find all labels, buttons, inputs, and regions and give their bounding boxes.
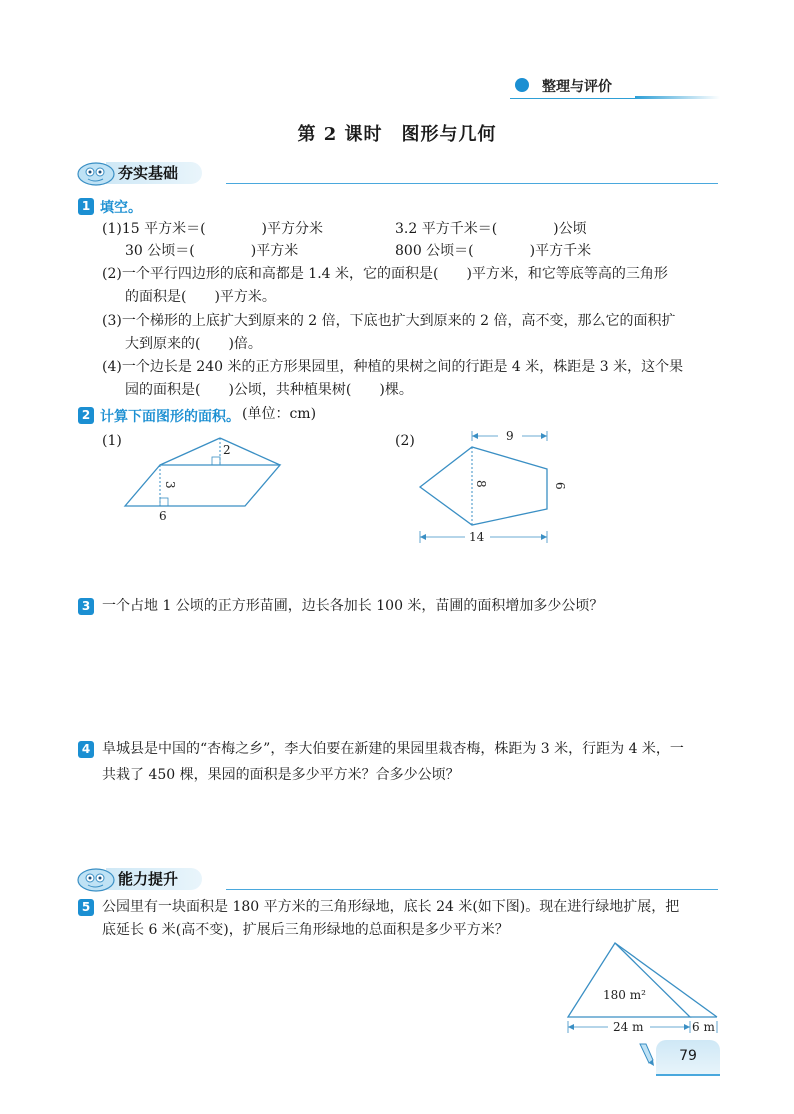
original-triangle	[568, 943, 690, 1017]
question-4-line-1: 阜城县是中国的“杏梅之乡”，李大伯要在新建的果园里栽杏梅，株距为 3 米，行距为 4 米，一	[102, 741, 684, 757]
q1-line-1d: 800 公顷＝( )平方千米	[395, 243, 592, 259]
header-section-title: 整理与评价	[542, 79, 612, 95]
question-5-line-2: 底延长 6 米(高不变)，扩展后三角形绿地的总面积是多少平方米？	[102, 922, 509, 938]
question-number-4: 4	[78, 741, 94, 758]
pencil-icon	[636, 1042, 658, 1068]
section-banner-advanced	[76, 866, 718, 892]
base-label: 24 m	[613, 1020, 644, 1034]
question-5-line-1: 公园里有一块面积是 180 平方米的三角形绿地，底长 24 米(如下图)。现在进行绿地扩展，把	[102, 899, 680, 915]
question-number-2: 2	[78, 407, 94, 424]
dim-label-8: 8	[474, 480, 488, 488]
q1-line-1a: (1)15 平方米＝( )平方分米	[102, 221, 324, 237]
section-banner-basics	[76, 160, 718, 186]
question-number-5: 5	[78, 899, 94, 916]
dim-label-14: 14	[469, 530, 485, 544]
question-3-text: 一个占地 1 公顷的正方形苗圃，边长各加长 100 米，苗圃的面积增加多少公顷？	[102, 598, 604, 614]
extended-triangle-edge	[615, 943, 717, 1017]
question-1-title: 填空。	[100, 200, 142, 216]
page-number-rule	[656, 1074, 720, 1076]
question-number-1: 1	[78, 198, 94, 215]
q1-line-4a: (4)一个边长是 240 米的正方形果园里，种植的果树之间的行距是 4 米，株距是 3 米，这个果	[102, 359, 684, 375]
section-title: 夯实基础	[106, 162, 202, 184]
q1-line-2a: (2)一个平行四边形的底和高都是 1.4 米，它的面积是( )平方米，和它等底等高的三角形	[102, 266, 668, 282]
pentagon-figure	[410, 425, 567, 550]
question-2-unit: (单位：cm)	[242, 406, 317, 422]
section-title: 能力提升	[106, 868, 202, 890]
page-number: 79	[679, 1048, 697, 1064]
area-label: 180 m²	[603, 988, 646, 1002]
dim-label-6: 6	[159, 509, 167, 523]
dim-label-2: 2	[223, 443, 231, 457]
triangle-left-edge	[160, 438, 220, 465]
question-4-line-2: 共栽了 450 棵，果园的面积是多少平方米？合多少公顷？	[102, 767, 460, 783]
banner-rule	[226, 889, 718, 890]
extension-label: 6 m	[692, 1020, 715, 1034]
header-dot-icon	[515, 78, 529, 92]
question-number-3: 3	[78, 598, 94, 615]
dim-label-9: 9	[506, 429, 514, 443]
dim-label-3: 3	[163, 481, 177, 489]
q1-line-4b: 园的面积是( )公顷，共种植果树( )棵。	[125, 382, 413, 398]
cartoon-badge-icon	[76, 160, 116, 186]
banner-rule	[226, 183, 718, 184]
triangle-figure	[560, 935, 725, 1037]
q1-line-1c: 30 公顷＝( )平方米	[125, 243, 299, 259]
cartoon-badge-icon	[76, 866, 116, 892]
right-angle-mark	[160, 498, 168, 506]
right-angle-mark	[212, 457, 220, 465]
q1-line-3b: 大到原来的( )倍。	[125, 336, 262, 352]
q1-line-2b: 的面积是( )平方米。	[125, 289, 276, 305]
q1-line-3a: (3)一个梯形的上底扩大到原来的 2 倍，下底也扩大到原来的 2 倍，高不变，那么它的面积扩	[102, 313, 676, 329]
header-rule-fade	[635, 96, 720, 99]
figure-2-label: (2)	[395, 433, 415, 449]
q1-line-1b: 3.2 平方千米＝( )公顷	[395, 221, 587, 237]
question-2-title: 计算下面图形的面积。	[100, 409, 240, 425]
parallelogram-shape	[125, 465, 280, 506]
dim-label-6: 6	[553, 482, 567, 490]
figure-1-label: (1)	[102, 433, 122, 449]
parallelogram-figure	[115, 430, 285, 525]
lesson-title: 第 2 课时 图形与几何	[297, 124, 497, 145]
